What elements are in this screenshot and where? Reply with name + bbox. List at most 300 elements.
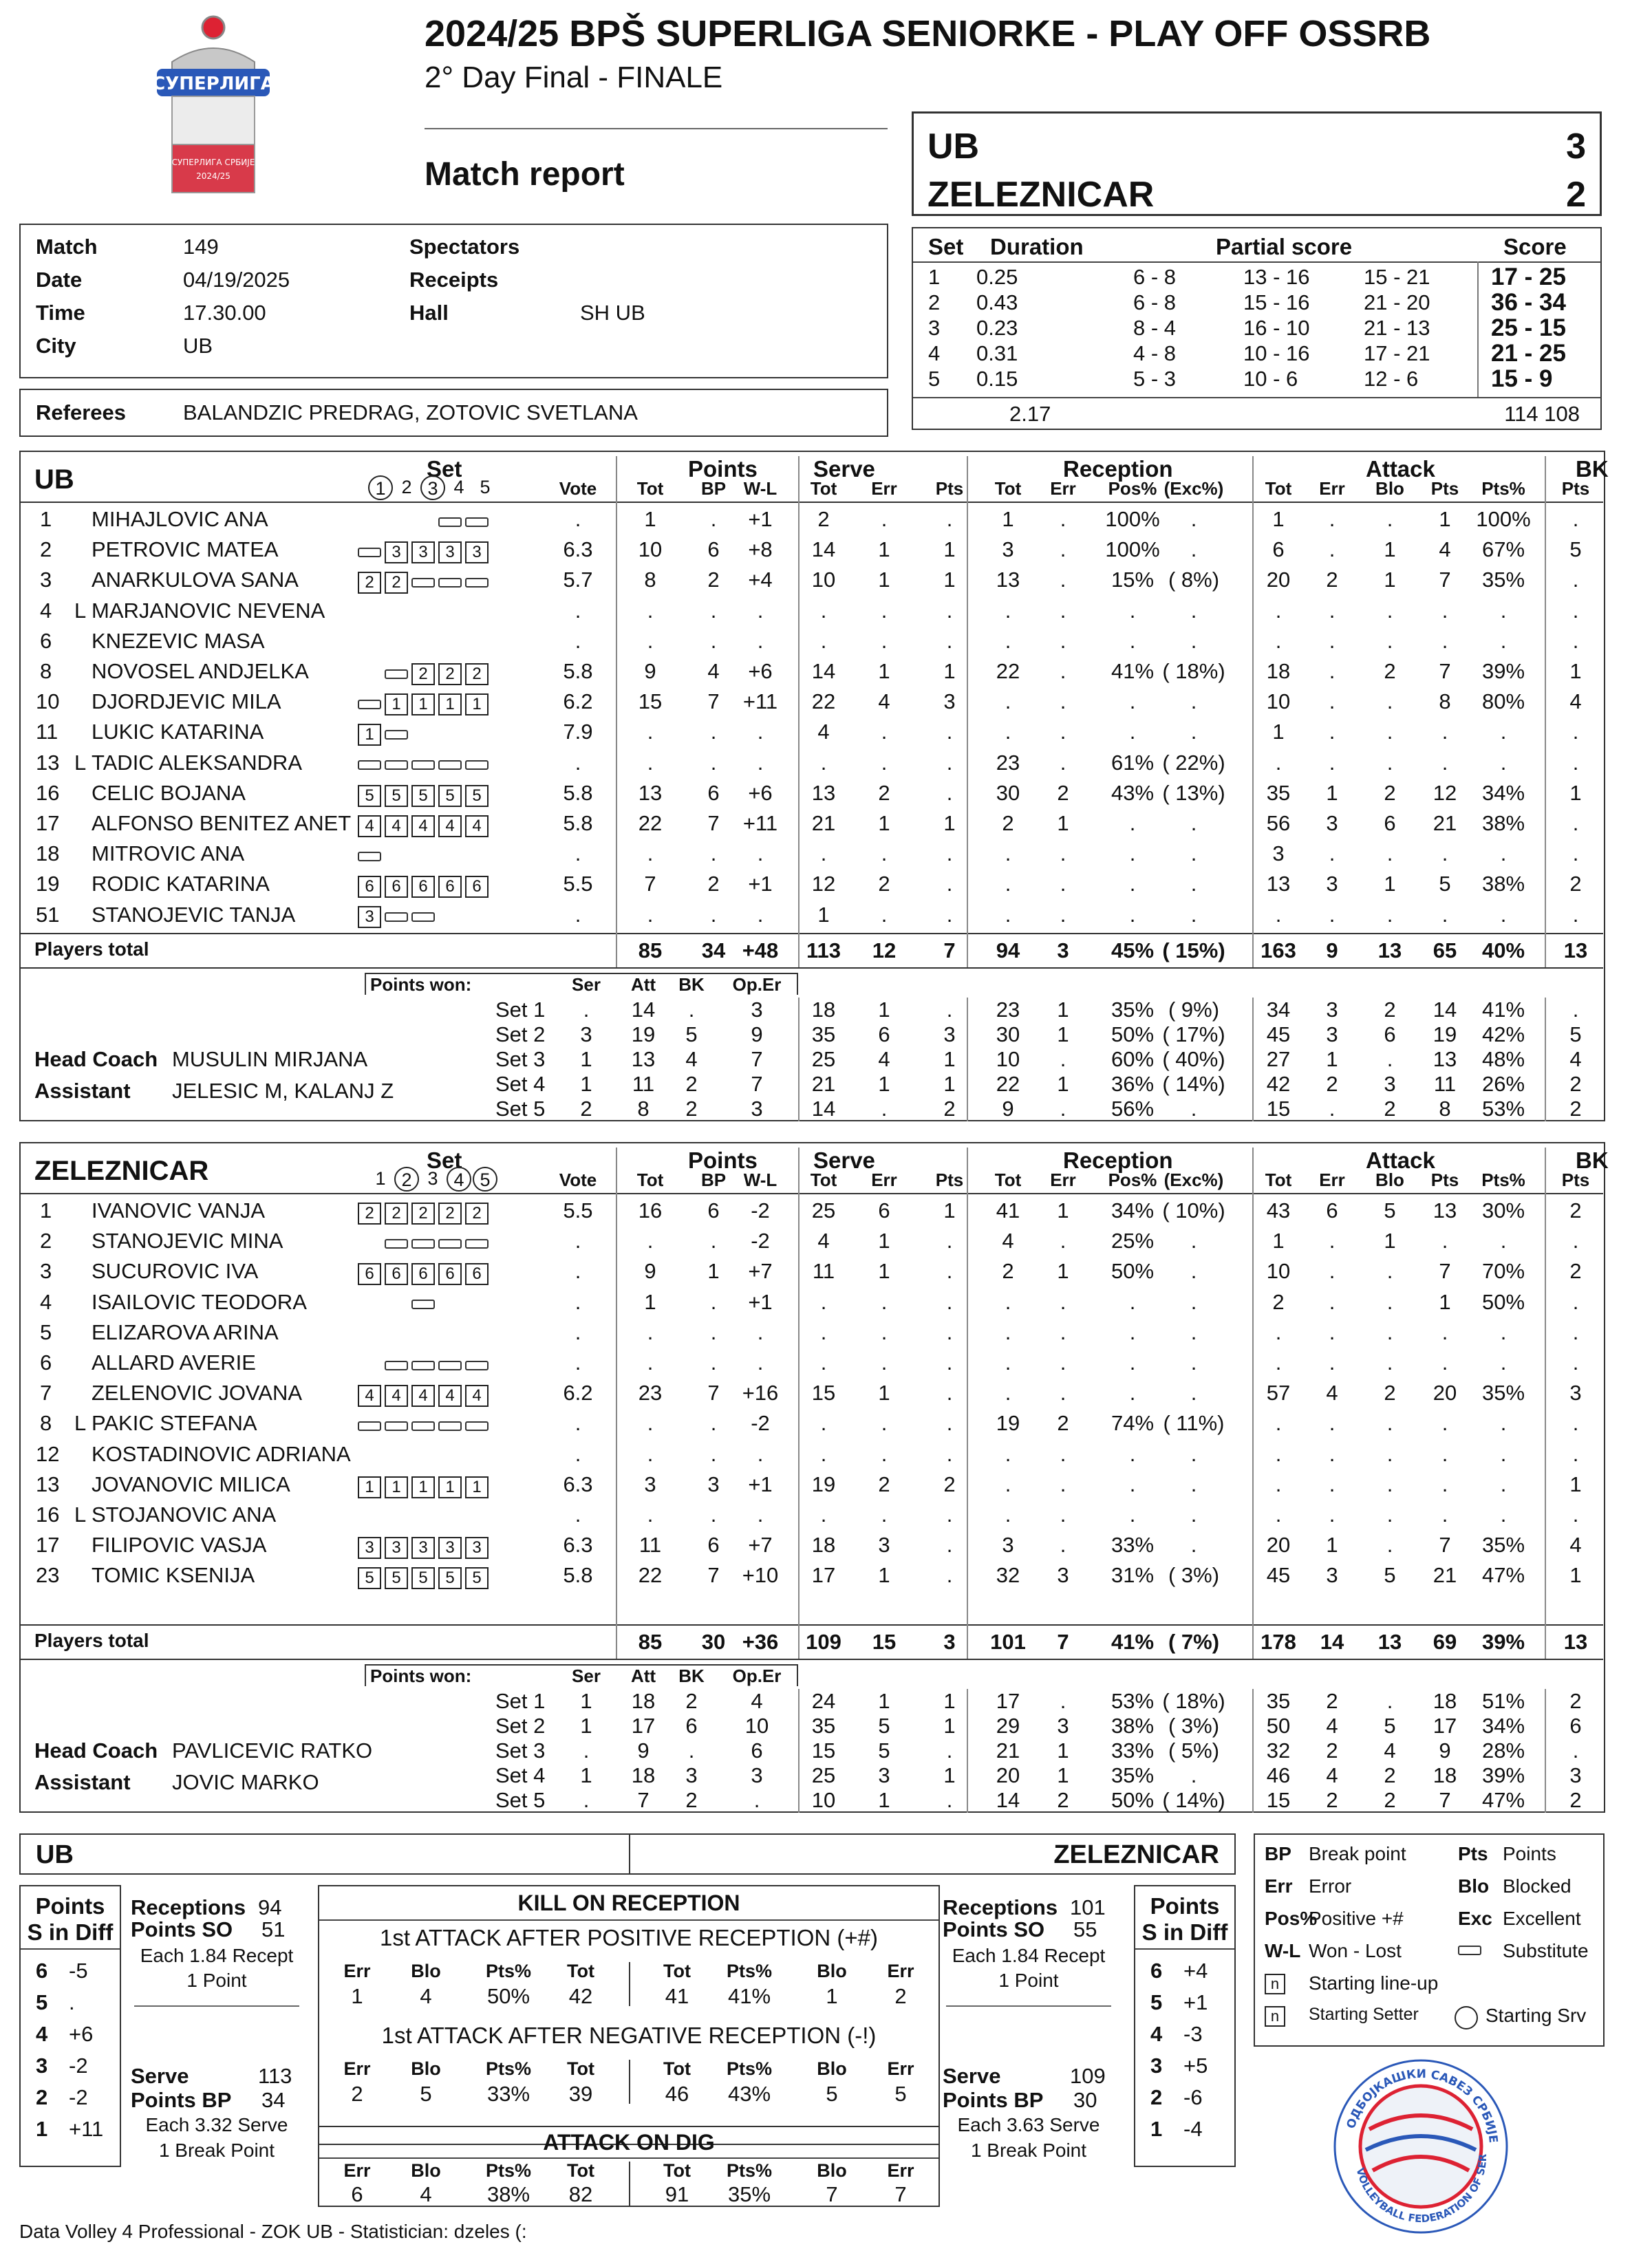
stat-cell: 2 xyxy=(1326,568,1338,592)
stat-cell: . xyxy=(1500,1229,1507,1253)
starting-position: 5 xyxy=(465,1567,489,1589)
spectators-label: Spectators xyxy=(409,235,520,259)
stat-cell: . xyxy=(820,750,827,775)
stat-cell: . xyxy=(647,902,654,927)
set-number: 1 xyxy=(375,1168,386,1189)
stat-cell: ( 3%) xyxy=(1168,1563,1220,1588)
stat-cell: . xyxy=(820,1441,827,1466)
set-label: Set 3 xyxy=(495,1046,546,1071)
stat-cell: . xyxy=(710,841,717,866)
team-name: ZELEZNICAR xyxy=(34,1156,209,1186)
set-stat-cell: 2 xyxy=(1057,1787,1069,1812)
player-number: 17 xyxy=(36,811,60,835)
stat-cell: . xyxy=(1329,507,1335,531)
stat-cell: . xyxy=(1500,1441,1507,1466)
set-stat-cell: 4 xyxy=(878,1046,890,1071)
set-stat-cell: 6 xyxy=(878,1022,890,1046)
starting-position: 5 xyxy=(358,1567,381,1589)
stat-cell: . xyxy=(881,902,888,927)
stat-cell: ( 13%) xyxy=(1162,780,1225,805)
points-won-cell: 8 xyxy=(637,1096,650,1121)
set-row xyxy=(913,366,1601,391)
stat-cell: . xyxy=(1386,628,1393,653)
stat-cell: . xyxy=(946,872,953,896)
stat-cell: . xyxy=(946,1411,953,1436)
stat-cell: . xyxy=(946,1533,953,1558)
stat-cell: . xyxy=(1572,628,1579,653)
stat-cell: . xyxy=(946,902,953,927)
player-name: NOVOSEL ANDJELKA xyxy=(92,659,309,683)
mini-head: Blo xyxy=(411,1961,441,1981)
stat-cell: -2 xyxy=(751,1411,770,1436)
set-stat-cell: ( 17%) xyxy=(1162,1022,1225,1046)
total-cell: 178 xyxy=(1261,1629,1296,1654)
stat-cell: 3 xyxy=(1057,1563,1069,1588)
starting-position: 4 xyxy=(358,1385,381,1407)
player-row xyxy=(0,1196,1617,1226)
set-number: 4 xyxy=(447,1167,471,1192)
receptions-value: 94 xyxy=(258,1895,282,1919)
stat-cell: . xyxy=(820,628,827,653)
stat-cell: . xyxy=(1329,689,1335,714)
set-stat-cell: 38% xyxy=(1111,1713,1155,1738)
receptions-label: Receptions xyxy=(131,1895,246,1919)
stat-cell: . xyxy=(1441,841,1448,866)
set-stat-cell: 42 xyxy=(1266,1071,1291,1096)
set-stat-cell: 2 xyxy=(1326,1688,1338,1713)
stat-cell: . xyxy=(1572,507,1579,531)
set-stat-cell: 15 xyxy=(1266,1096,1291,1121)
mini-value: 2 xyxy=(894,1984,907,2008)
stat-cell: ( 10%) xyxy=(1162,1198,1225,1223)
player-row xyxy=(0,1530,1617,1560)
mini-value: 5 xyxy=(826,2082,838,2106)
set-stat-cell: 7 xyxy=(1439,1787,1451,1812)
total-cell: 3 xyxy=(1057,938,1069,962)
stat-cell: 2 xyxy=(707,872,720,896)
stat-cell: . xyxy=(1386,507,1393,531)
stat-cell: 21 xyxy=(1433,811,1457,835)
points-won-cell: 6 xyxy=(685,1713,698,1738)
set-stat-cell: 3 xyxy=(1569,1763,1582,1787)
points-won-head: BK xyxy=(678,1665,705,1686)
mini-value: 4 xyxy=(420,2182,432,2206)
points-bp-value: 30 xyxy=(1073,2088,1097,2112)
set-stat-cell: 1 xyxy=(1057,1763,1069,1787)
set-stat-cell: . xyxy=(946,1738,953,1763)
player-row xyxy=(0,839,1617,869)
result-box xyxy=(912,111,1602,216)
starting-position: 2 xyxy=(358,1203,381,1225)
starting-position: 1 xyxy=(411,1476,435,1498)
stat-cell: . xyxy=(946,1229,953,1253)
player-number: 8 xyxy=(40,1411,52,1436)
stat-cell: . xyxy=(710,902,717,927)
report-subtitle: 2° Day Final - FINALE xyxy=(425,61,723,94)
substitute-icon xyxy=(411,912,435,922)
stat-cell: 4 xyxy=(1569,689,1582,714)
set-stat-cell: 50% xyxy=(1111,1022,1155,1046)
col-partial: Partial score xyxy=(1216,234,1353,259)
stat-cell: . xyxy=(575,1259,581,1284)
set-stat-cell: 3 xyxy=(878,1763,890,1787)
player-name: STOJANOVIC ANA xyxy=(92,1503,277,1527)
rotation-diff: . xyxy=(69,1990,75,2014)
stat-cell: 7 xyxy=(1439,1533,1451,1558)
points-won-cell: 1 xyxy=(580,1071,592,1096)
starting-serve-icon xyxy=(1455,2006,1478,2029)
stat-cell: 1 xyxy=(1272,720,1285,744)
stat-cell: 7 xyxy=(707,811,720,835)
legend-key: W-L xyxy=(1265,1940,1301,1961)
stat-cell: 3 xyxy=(878,1533,890,1558)
stat-cell: . xyxy=(1005,720,1011,744)
subheader-bp: BP xyxy=(700,478,727,499)
stat-cell: . xyxy=(946,1563,953,1588)
player-row xyxy=(0,1287,1617,1317)
stat-cell: 3 xyxy=(1272,841,1285,866)
set-stat-cell: . xyxy=(946,1787,953,1812)
set-stat-cell: 27 xyxy=(1266,1046,1291,1071)
stat-cell: . xyxy=(1441,598,1448,623)
set-stat-cell: 1 xyxy=(1326,1046,1338,1071)
set-stat-cell: ( 40%) xyxy=(1162,1046,1225,1071)
stat-cell: . xyxy=(1386,598,1393,623)
stat-cell: 4 xyxy=(1002,1229,1014,1253)
stat-cell: . xyxy=(1386,902,1393,927)
stat-cell: 7 xyxy=(644,872,656,896)
stat-cell: ( 8%) xyxy=(1168,568,1220,592)
player-sets xyxy=(358,539,492,563)
referees-names: BALANDZIC PREDRAG, ZOTOVIC SVETLANA xyxy=(183,400,638,424)
stat-cell: . xyxy=(1060,1320,1066,1344)
stat-cell: . xyxy=(1005,1472,1011,1496)
logo-text: СУПЕРЛИГА xyxy=(152,74,275,94)
stat-cell: 50% xyxy=(1481,1289,1525,1314)
mini-value: 82 xyxy=(568,2182,593,2206)
stat-cell: . xyxy=(1572,1350,1579,1375)
set-cell: 0.25 xyxy=(976,265,1018,289)
mini-value: 42 xyxy=(568,1984,593,2008)
stat-cell: 6 xyxy=(707,1533,720,1558)
stat-cell: . xyxy=(575,507,581,531)
starting-position: 3 xyxy=(465,1537,489,1559)
stat-cell: 7 xyxy=(707,1381,720,1405)
starting-position: 3 xyxy=(385,541,408,563)
stat-cell: 61% xyxy=(1111,750,1155,775)
stat-cell: . xyxy=(1060,902,1066,927)
stat-cell: . xyxy=(1329,1229,1335,1253)
away-reception-summary xyxy=(943,1895,1115,2171)
rotation-number: 2 xyxy=(1150,2085,1163,2109)
player-name: DJORDJEVIC MILA xyxy=(92,689,281,714)
player-name: MITROVIC ANA xyxy=(92,841,245,866)
stat-cell: . xyxy=(1386,1472,1393,1496)
set-stat-cell: 4 xyxy=(1326,1713,1338,1738)
player-name: KOSTADINOVIC ADRIANA xyxy=(92,1441,351,1466)
stat-cell: 2 xyxy=(1384,659,1396,683)
stat-cell: . xyxy=(1572,902,1579,927)
stat-cell: 1 xyxy=(707,1259,720,1284)
stat-cell: 4 xyxy=(817,720,830,744)
total-points: 114 108 xyxy=(1504,402,1580,426)
stat-cell: . xyxy=(757,1503,764,1527)
points-won-cell: . xyxy=(688,1738,695,1763)
mini-value: 33% xyxy=(486,2082,530,2106)
stat-cell: . xyxy=(1190,507,1197,531)
player-row xyxy=(0,1348,1617,1378)
set-stat-cell: 13 xyxy=(1433,1046,1457,1071)
player-name: STANOJEVIC TANJA xyxy=(92,902,296,927)
set-label: Set 5 xyxy=(495,1787,546,1812)
starting-position: 4 xyxy=(411,1385,435,1407)
stat-cell: 5.8 xyxy=(563,780,593,805)
set-stat-cell: . xyxy=(1190,1763,1197,1787)
set-stat-cell: 17 xyxy=(1433,1713,1457,1738)
stat-cell: . xyxy=(1500,1350,1507,1375)
substitute-icon xyxy=(465,517,489,527)
stat-cell: . xyxy=(1441,1320,1448,1344)
stat-cell: 7 xyxy=(1439,568,1451,592)
stat-cell: . xyxy=(1329,1320,1335,1344)
set-stat-cell: 4 xyxy=(1326,1763,1338,1787)
set-stat-cell: 2 xyxy=(1569,1688,1582,1713)
subheader-ptsp: Pts% xyxy=(1481,478,1525,499)
rotation-number: 4 xyxy=(1150,2022,1163,2046)
stat-cell: 2 xyxy=(1272,1289,1285,1314)
stat-cell: . xyxy=(1329,1441,1335,1466)
set-cell: 0.43 xyxy=(976,290,1018,314)
stat-cell: 39% xyxy=(1481,659,1525,683)
stat-cell: 4 xyxy=(707,659,720,683)
starting-position: 6 xyxy=(358,876,381,898)
rotation-diff: -2 xyxy=(69,2054,88,2078)
substitute-icon xyxy=(358,760,381,770)
rotation-number: 3 xyxy=(1150,2054,1163,2078)
header-reception: Reception xyxy=(1063,456,1173,482)
stat-cell: . xyxy=(1060,537,1066,562)
points-won-cell: 11 xyxy=(632,1071,655,1096)
stat-cell: 1 xyxy=(1569,659,1582,683)
stat-cell: . xyxy=(710,1289,717,1314)
stat-cell: . xyxy=(946,750,953,775)
stat-cell: 14 xyxy=(811,537,836,562)
player-row xyxy=(0,808,1617,839)
assistant-name: JOVIC MARKO xyxy=(172,1769,319,1794)
mini-head: Err xyxy=(887,2160,914,2181)
set-scores-table xyxy=(912,227,1602,430)
total-cell: 12 xyxy=(872,938,897,962)
points-won-cell: 2 xyxy=(685,1688,698,1713)
set-cell: 12 - 6 xyxy=(1364,367,1419,391)
federation-logo xyxy=(1328,2054,1514,2239)
mini-head: Pts% xyxy=(726,2058,773,2079)
player-name: PETROVIC MATEA xyxy=(92,537,279,562)
set-label: Set 2 xyxy=(495,1713,546,1738)
substitute-icon xyxy=(385,669,408,679)
substitute-icon xyxy=(385,760,408,770)
pts-title: Points xyxy=(1150,1893,1220,1919)
player-number: 13 xyxy=(36,1472,60,1496)
mini-head: Tot xyxy=(663,2058,691,2079)
stat-cell: 100% xyxy=(1105,537,1160,562)
starting-position: 5 xyxy=(385,1567,408,1589)
set-row xyxy=(913,341,1601,366)
home-points-by-rotation xyxy=(19,1885,121,2167)
player-number: 23 xyxy=(36,1563,60,1588)
mini-head: Tot xyxy=(663,1961,691,1981)
player-row xyxy=(0,1439,1617,1469)
stat-cell: . xyxy=(1275,628,1282,653)
mini-value: 91 xyxy=(665,2182,689,2206)
stat-cell: . xyxy=(575,1503,581,1527)
set-stat-cell: 45 xyxy=(1266,1022,1291,1046)
starting-position: 2 xyxy=(385,572,408,594)
stat-cell: 2 xyxy=(817,507,830,531)
stat-cell: 3 xyxy=(644,1472,656,1496)
referees-box xyxy=(19,389,888,437)
stat-cell: . xyxy=(820,1503,827,1527)
subheader-tot: Tot xyxy=(810,1170,837,1190)
stat-cell: . xyxy=(575,902,581,927)
mini-value: 43% xyxy=(727,2082,771,2106)
rotation-number: 2 xyxy=(36,2085,48,2109)
player-number: 13 xyxy=(36,750,60,775)
recept-point: 1 Point xyxy=(186,1970,247,1991)
stat-cell: 6.2 xyxy=(563,1381,593,1405)
starting-position: 2 xyxy=(411,1203,435,1225)
points-won-cell: 7 xyxy=(637,1787,650,1812)
match-hall: SH UB xyxy=(580,301,645,325)
stat-cell: . xyxy=(647,598,654,623)
substitute-icon xyxy=(358,700,381,709)
stat-cell: . xyxy=(757,598,764,623)
stat-cell: 8 xyxy=(1439,689,1451,714)
total-cell: ( 15%) xyxy=(1162,938,1225,962)
player-number: 6 xyxy=(40,1350,52,1375)
set-cell: 10 - 6 xyxy=(1243,367,1298,391)
stat-cell: . xyxy=(820,841,827,866)
stat-cell: 6.3 xyxy=(563,1472,593,1496)
stat-cell: 3 xyxy=(943,689,956,714)
assistant-name: JELESIC M, KALANJ Z xyxy=(172,1078,394,1103)
col-score: Score xyxy=(1503,234,1567,259)
player-number: 3 xyxy=(40,1259,52,1284)
stat-cell: . xyxy=(1500,841,1507,866)
stat-cell: 3 xyxy=(1002,537,1014,562)
stat-cell: . xyxy=(881,1441,888,1466)
date-label: Date xyxy=(36,268,83,292)
substitute-icon xyxy=(411,1239,435,1249)
player-name: TADIC ALEKSANDRA xyxy=(92,750,303,775)
set-stat-cell: 32 xyxy=(1266,1738,1291,1763)
rotation-diff: -4 xyxy=(1183,2117,1203,2141)
starting-position: 4 xyxy=(385,1385,408,1407)
header-bk: BK xyxy=(1576,1148,1609,1173)
stat-cell: . xyxy=(1386,841,1393,866)
substitute-icon xyxy=(385,1239,408,1249)
subheader-err: Err xyxy=(1319,478,1345,499)
stat-cell: 6.2 xyxy=(563,689,593,714)
set-cell: 0.23 xyxy=(976,316,1018,340)
stat-cell: . xyxy=(1190,1229,1197,1253)
stat-cell: . xyxy=(1329,720,1335,744)
stat-cell: . xyxy=(1329,628,1335,653)
stat-cell: . xyxy=(1500,628,1507,653)
starting-position: 3 xyxy=(411,541,435,563)
stat-cell: 13 xyxy=(1266,872,1291,896)
player-name: RODIC KATARINA xyxy=(92,872,270,896)
stat-cell: 3 xyxy=(1326,811,1338,835)
stat-cell: . xyxy=(946,1441,953,1466)
player-sets xyxy=(358,904,492,929)
mini-head: Err xyxy=(887,1961,914,1981)
svg-text:VOLLEYBALL FEDERATION OF SERBI: VOLLEYBALL FEDERATION OF SER xyxy=(1353,2153,1490,2226)
set-stat-cell: 17 xyxy=(996,1688,1020,1713)
stat-cell: 34% xyxy=(1481,780,1525,805)
starting-position: 1 xyxy=(385,693,408,715)
player-sets xyxy=(358,1322,492,1346)
stat-cell: . xyxy=(1572,1503,1579,1527)
stat-cell: . xyxy=(710,1411,717,1436)
set-stat-cell: 51% xyxy=(1481,1688,1525,1713)
player-number: 1 xyxy=(40,1198,52,1223)
stat-cell: . xyxy=(1572,1411,1579,1436)
stat-cell: . xyxy=(710,507,717,531)
points-bp-label: Points BP xyxy=(131,2088,232,2112)
stat-cell: . xyxy=(1386,1320,1393,1344)
player-sets xyxy=(358,1564,492,1589)
stat-cell: 15 xyxy=(811,1381,836,1405)
stat-cell: . xyxy=(1572,811,1579,835)
starting-position: 1 xyxy=(438,693,462,715)
stat-cell: 4 xyxy=(1569,1533,1582,1558)
set-number: 1 xyxy=(368,475,393,500)
points-won-cell: 3 xyxy=(580,1022,592,1046)
stat-cell: 38% xyxy=(1481,872,1525,896)
stat-cell: 35% xyxy=(1481,568,1525,592)
starting-position: 3 xyxy=(385,1537,408,1559)
player-name: MARJANOVIC NEVENA xyxy=(92,598,325,623)
stat-cell: 1 xyxy=(644,507,656,531)
set-number: 2 xyxy=(401,477,412,497)
stat-cell: 3 xyxy=(1326,872,1338,896)
rotation-number: 5 xyxy=(36,1990,48,2014)
player-sets xyxy=(358,1291,492,1316)
stat-cell: 57 xyxy=(1266,1381,1291,1405)
legend-desc: Excellent xyxy=(1503,1908,1581,1929)
libero-mark: L xyxy=(74,598,87,623)
total-duration: 2.17 xyxy=(1009,402,1051,426)
stat-cell: . xyxy=(710,628,717,653)
stat-cell: 2 xyxy=(878,780,890,805)
stat-cell: . xyxy=(1329,1350,1335,1375)
set-number: 3 xyxy=(420,475,445,500)
subheader-bp: BP xyxy=(700,1170,727,1190)
stat-cell: . xyxy=(1500,750,1507,775)
rotation-diff: +4 xyxy=(1183,1959,1208,1983)
player-name: JOVANOVIC MILICA xyxy=(92,1472,290,1496)
points-won-head: Op.Er xyxy=(732,1665,782,1686)
stat-cell: 5.5 xyxy=(563,872,593,896)
total-cell: 163 xyxy=(1261,938,1296,962)
mini-value: 6 xyxy=(351,2182,363,2206)
points-won-cell: 9 xyxy=(637,1738,650,1763)
stat-cell: . xyxy=(1190,902,1197,927)
total-cell: 101 xyxy=(990,1629,1026,1654)
points-won-cell: 1 xyxy=(580,1688,592,1713)
receipts-label: Receipts xyxy=(409,268,499,292)
